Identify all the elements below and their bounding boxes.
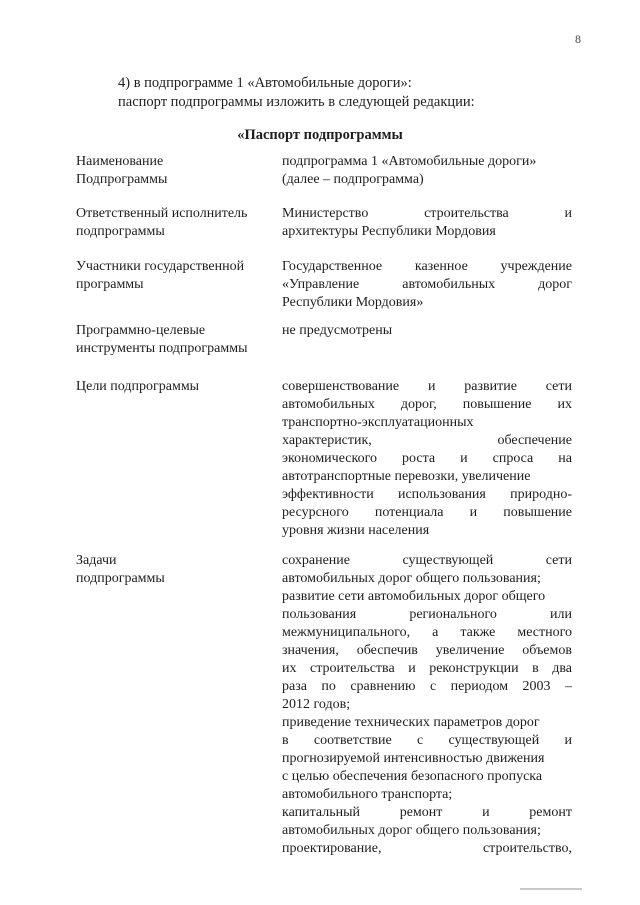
- row-value-line: Министерство строительства и: [282, 206, 572, 221]
- row-value-line: Республики Мордовия»: [282, 295, 424, 310]
- row-value-line: межмуниципального, а также местного: [282, 625, 572, 640]
- row-label-line: программы: [76, 277, 144, 292]
- row-label: [76, 205, 274, 241]
- row-value: [282, 552, 572, 858]
- row-label: [76, 378, 274, 396]
- intro-line-1: 4) в подпрограмме 1 «Автомобильные дороги»:: [118, 75, 412, 91]
- row-value-line: автомобильных дорог, повышение их: [282, 397, 572, 412]
- row-value-line: транспортно-эксплуатационных: [282, 415, 474, 430]
- row-value-line: автомобильного транспорта;: [282, 787, 453, 802]
- row-value-line: значения, обеспечив увеличение объемов: [282, 643, 572, 658]
- row-value-line: эффективности использования природно-: [282, 487, 572, 502]
- row-value-line: подпрограмма 1 «Автомобильные дороги»: [282, 154, 537, 169]
- page-number: 8: [575, 32, 581, 46]
- row-label-line: Программно-целевые: [76, 323, 206, 338]
- row-value: [282, 322, 572, 340]
- row-value-line: в соответствие с существующей и: [282, 733, 572, 748]
- row-label-line: Ответственный исполнитель: [76, 206, 248, 221]
- row-value-line: приведение технических параметров дорог: [282, 715, 540, 730]
- row-value-line: характеристик, обеспечение: [282, 433, 572, 448]
- row-label-line: Участники государственной: [76, 259, 245, 274]
- row-value: [282, 258, 572, 312]
- intro-line-2: паспорт подпрограммы изложить в следующей редакции:: [118, 94, 475, 110]
- row-label: [76, 322, 274, 358]
- row-value: [282, 153, 572, 189]
- row-value-line: «Управление автомобильных дорог: [282, 277, 572, 292]
- row-value-line: их строительства и реконструкции в два: [282, 661, 572, 676]
- row-value-line: автомобильных дорог общего пользования;: [282, 823, 541, 838]
- row-value-line: сохранение существующей сети: [282, 553, 572, 568]
- row-label-line: Цели подпрограммы: [76, 379, 200, 394]
- row-value-line: 2012 годов;: [282, 697, 351, 712]
- row-value-line: развитие сети автомобильных дорог общего: [282, 589, 546, 604]
- row-label: [76, 153, 274, 189]
- row-label-line: подпрограммы: [76, 571, 165, 586]
- passport-heading: «Паспорт подпрограммы: [237, 127, 403, 143]
- row-label-line: подпрограммы: [76, 224, 165, 239]
- row-label-line: Подпрограммы: [76, 172, 168, 187]
- row-value-line: ресурсного потенциала и повышение: [282, 505, 572, 520]
- row-label: [76, 258, 274, 294]
- row-value-line: не предусмотрены: [282, 323, 393, 338]
- row-value-line: пользования регионального или: [282, 607, 572, 622]
- row-value-line: с целью обеспечения безопасного пропуска: [282, 769, 543, 784]
- row-label: [76, 552, 274, 588]
- row-value-line: экономического роста и спроса на: [282, 451, 572, 466]
- row-label-line: Задачи: [76, 553, 117, 568]
- row-value-line: архитектуры Республики Мордовия: [282, 224, 496, 239]
- row-value: [282, 205, 572, 241]
- row-value-line: раза по сравнению с периодом 2003 –: [282, 679, 572, 694]
- row-value: [282, 378, 572, 540]
- row-value-line: уровня жизни населения: [282, 523, 430, 538]
- row-value-line: автотранспортные перевозки, увеличение: [282, 469, 531, 484]
- row-label-line: Наименование: [76, 154, 164, 169]
- row-value-line: прогнозируемой интенсивностью движения: [282, 751, 545, 766]
- row-value-line: Государственное казенное учреждение: [282, 259, 572, 274]
- row-value-line: совершенствование и развитие сети: [282, 379, 572, 394]
- row-value-line: автомобильных дорог общего пользования;: [282, 571, 541, 586]
- row-label-line: инструменты подпрограммы: [76, 341, 248, 356]
- scan-artifact: [520, 888, 582, 890]
- row-value-line: капитальный ремонт и ремонт: [282, 805, 572, 820]
- row-value-line: проектирование, строительство,: [282, 841, 572, 856]
- row-value-line: (далее – подпрограмма): [282, 172, 424, 187]
